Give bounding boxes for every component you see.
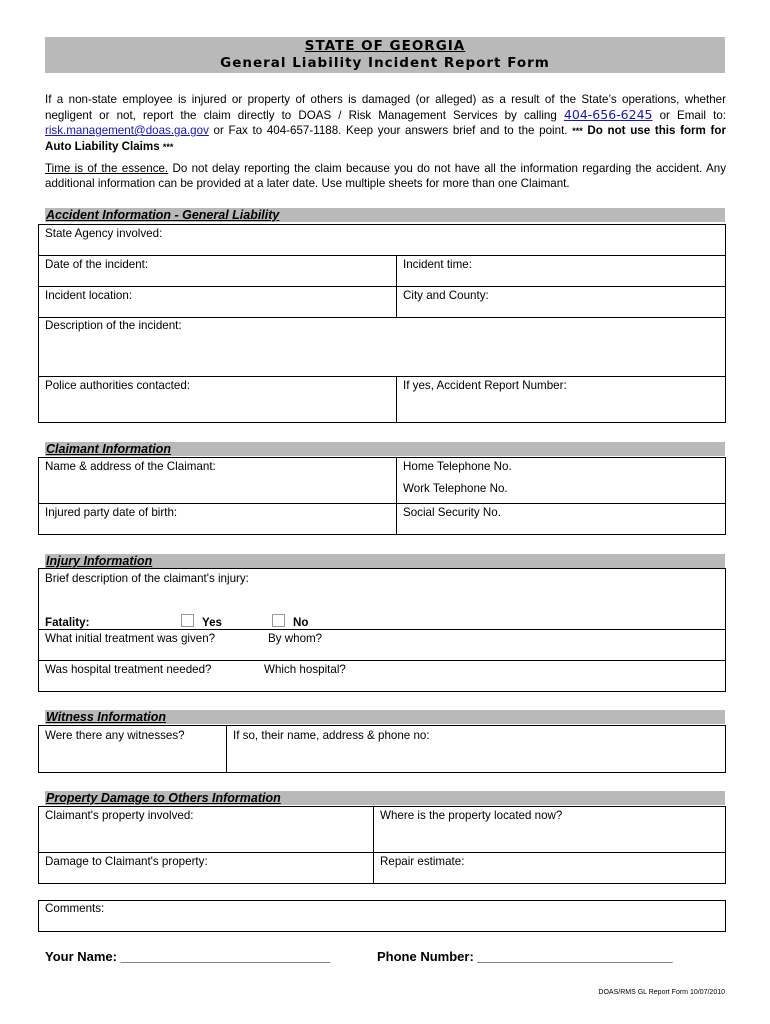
accident-report-number-field[interactable]: If yes, Accident Report Number: xyxy=(403,379,567,392)
incident-description-field[interactable]: Description of the incident: xyxy=(45,319,182,332)
any-witnesses-field[interactable]: Were there any witnesses? xyxy=(45,729,185,742)
state-agency-field[interactable]: State Agency involved: xyxy=(45,227,163,240)
fatality-no-checkbox[interactable] xyxy=(272,614,285,627)
hospital-needed-field[interactable]: Was hospital treatment needed? xyxy=(45,663,212,676)
intro-text-a: If a non-state employee is injured or property of others is damaged (or alleged) as a result of the State’s operations, whether negligent or not, report the claim directly to DOAS / Risk Management Services by calling xyxy=(45,93,726,122)
ssn-field[interactable]: Social Security No. xyxy=(403,506,501,519)
phone-link[interactable]: 404-656-6245 xyxy=(563,107,653,122)
urgency-text: Do not delay reporting the claim because you do not have all the information regarding the accident. Any additional information can be provided at a later date. Use multiple sheets for more than one Claimant. xyxy=(45,162,726,190)
date-of-birth-field[interactable]: Injured party date of birth: xyxy=(45,506,178,519)
treated-by-field[interactable]: By whom? xyxy=(268,632,323,645)
phone-number-field[interactable]: Phone Number: ___________________________ xyxy=(377,949,673,964)
fatality-yes-label: Yes xyxy=(202,616,222,629)
property-location-field[interactable]: Where is the property located now? xyxy=(380,809,563,822)
email-link[interactable]: risk.management@doas.ga.gov xyxy=(45,124,209,137)
initial-treatment-field[interactable]: What initial treatment was given? xyxy=(45,632,216,645)
incident-date-field[interactable]: Date of the incident: xyxy=(45,258,149,271)
form-header xyxy=(45,37,725,73)
form-title: General Liability Incident Report Form xyxy=(220,55,550,71)
work-phone-field[interactable]: Work Telephone No. xyxy=(403,482,508,495)
notice-stars-right: *** xyxy=(162,142,174,152)
urgency-lead: Time is of the essence. xyxy=(45,162,169,175)
fatality-yes-checkbox[interactable] xyxy=(181,614,194,627)
home-phone-field[interactable]: Home Telephone No. xyxy=(403,460,512,473)
auto-claims-notice: Do not use this form for Auto Liability Claims xyxy=(45,124,726,153)
city-county-field[interactable]: City and County: xyxy=(403,289,489,302)
urgency-paragraph xyxy=(45,161,726,191)
form-footer-id: DOAS/RMS GL Report Form 10/07/2010 xyxy=(598,989,725,996)
section-witness-heading: Witness Information xyxy=(45,710,725,724)
section-property-heading: Property Damage to Others Information xyxy=(45,791,725,805)
fatality-label: Fatality: xyxy=(45,616,90,629)
comments-field[interactable]: Comments: xyxy=(45,902,105,915)
section-claimant-heading: Claimant Information xyxy=(45,442,725,456)
property-damage-field[interactable]: Damage to Claimant's property: xyxy=(45,855,208,868)
intro-text-c: or Fax to 404-657-1188. Keep your answers brief and to the point. xyxy=(213,124,568,137)
fatality-no-label: No xyxy=(293,616,309,629)
police-contacted-field[interactable]: Police authorities contacted: xyxy=(45,379,191,392)
intro-text-b: or Email to: xyxy=(659,109,726,122)
section-accident-heading: Accident Information - General Liability xyxy=(45,208,725,222)
incident-time-field[interactable]: Incident time: xyxy=(403,258,472,271)
your-name-field[interactable]: Your Name: _____________________________ xyxy=(45,949,331,964)
property-involved-field[interactable]: Claimant's property involved: xyxy=(45,809,194,822)
incident-location-field[interactable]: Incident location: xyxy=(45,289,133,302)
repair-estimate-field[interactable]: Repair estimate: xyxy=(380,855,465,868)
which-hospital-field[interactable]: Which hospital? xyxy=(264,663,346,676)
injury-description-field[interactable]: Brief description of the claimant's injury: xyxy=(45,572,249,585)
claimant-name-address-field[interactable]: Name & address of the Claimant: xyxy=(45,460,216,473)
comments-box xyxy=(38,900,726,932)
notice-stars-left: *** xyxy=(572,126,583,136)
section-injury-heading: Injury Information xyxy=(45,554,725,568)
form-state-title: STATE OF GEORGIA xyxy=(304,38,466,54)
intro-paragraph xyxy=(45,92,726,155)
witness-details-field[interactable]: If so, their name, address & phone no: xyxy=(233,729,430,742)
